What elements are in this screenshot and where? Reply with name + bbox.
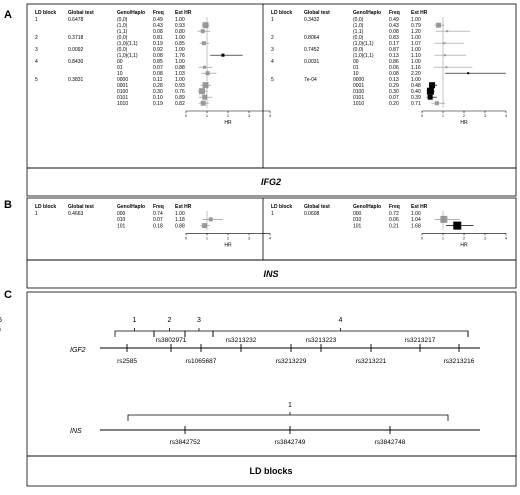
row-freq: 0.07 [153,65,163,71]
row-global-test: 0.8430 [68,59,84,65]
gene-label-ins: INS [263,269,279,279]
row-geno-haplo: (0,0) [117,17,128,23]
row-ld-block: 3 [35,47,38,53]
row-freq: 0.30 [153,89,163,95]
header-geno-haplo: Geno/Haplo [353,10,382,16]
row-geno-haplo: (0,0) [117,35,128,41]
row-est-hr: 1.03 [175,71,185,77]
hr-point-marker [206,71,210,75]
hr-point-marker [202,41,206,45]
row-freq: 0.17 [389,41,399,47]
row-freq: 0.07 [153,217,163,224]
row-geno-haplo: (1,0)(1,1) [117,41,138,47]
hr-axis-tick-label: 4 [269,236,271,241]
snp-label: rs3213221 [355,358,387,365]
hr-axis-tick-label: 0 [185,236,187,241]
hr-axis-tick-label: 4 [269,114,271,118]
row-global-test: 0.8064 [304,35,320,41]
row-est-hr: 1.00 [411,35,421,41]
row-freq: 0.74 [153,211,163,217]
forest-panel-a-right [271,10,507,126]
row-freq: 0.08 [153,29,163,35]
row-est-hr: 0.39 [411,95,421,101]
row-ld-block: 4 [35,59,38,65]
row-est-hr: 1.10 [411,53,421,59]
hr-point-marker [203,22,209,28]
hr-point-marker [444,54,446,56]
ld-block-number: 2 [167,317,172,324]
hr-axis-label: HR [224,242,232,249]
snp-label: rs3842749 [274,439,306,446]
hr-point-marker [203,82,209,88]
ld-block-number [0,317,2,324]
row-ld-block: 5 [35,77,38,83]
row-ld-block: 2 [271,35,274,41]
row-geno-haplo: (1,0)(1,1) [353,53,374,59]
row-est-hr: 1.00 [411,47,421,53]
row-freq: 0.11 [153,77,163,83]
row-geno-haplo: (1,0) [117,23,128,29]
row-geno-haplo: 000 [353,211,362,217]
row-ld-block: 3 [271,47,274,53]
row-geno-haplo: 00 [353,59,359,65]
hr-axis-tick-label: 3 [248,236,250,241]
row-freq: 0.08 [389,29,399,35]
row-ld-block: 1 [271,17,274,23]
row-est-hr: 1.00 [175,59,185,65]
header-geno-haplo: Geno/Haplo [117,204,146,210]
snp-label: rs3213216 [443,358,475,365]
row-est-hr: 0.79 [411,23,421,29]
row-freq: 0.86 [389,59,399,65]
row-freq: 0.43 [153,23,163,29]
ld-block-bracket [185,331,213,337]
header-freq: Freq [389,204,400,210]
snp-label: rs3213217 [404,337,436,344]
row-ld-block: 1 [35,17,38,23]
row-freq: 0.08 [153,71,163,77]
row-est-hr: 1.00 [411,211,421,217]
forest-panel-b-right [271,204,507,248]
snp-label: rs3842752 [169,439,201,446]
snp-label: rs3213223 [305,337,337,344]
gene-name-ins: INS [70,428,82,435]
row-freq: 0.21 [389,223,399,230]
row-freq: 0.29 [389,83,399,89]
row-est-hr: 1.00 [411,17,421,23]
hr-point-marker [201,101,206,106]
row-geno-haplo: 0001 [117,83,129,89]
header-geno-haplo: Geno/Haplo [117,10,146,16]
row-est-hr: 0.88 [175,223,185,230]
row-freq: 0.10 [153,95,163,101]
row-freq: 0.92 [153,47,163,53]
snp-label: rs2585 [117,358,137,365]
header-global-test: Global test [68,204,94,210]
row-global-test: 0.0031 [304,59,320,65]
row-freq: 0.18 [153,223,163,230]
hr-point-marker [209,217,213,221]
row-est-hr: 0.88 [175,65,185,71]
row-est-hr: 0.85 [175,41,185,47]
row-geno-haplo: (1,0)(1,1) [117,53,138,59]
snp-label: rs3213232 [225,337,257,344]
row-freq: 0.06 [389,65,399,71]
hr-axis-tick-label: 3 [484,114,486,118]
row-geno-haplo: 10 [353,71,359,77]
snp-label: rs3842748 [374,439,406,446]
row-global-test: 0.7452 [304,47,320,53]
ld-block-bracket [128,415,448,421]
hr-point-marker [445,66,447,68]
row-global-test: 0.3831 [68,77,84,83]
ld-block-number: 3 [197,317,201,324]
row-geno-haplo: (1,1) [117,29,128,35]
row-geno-haplo: 00 [117,59,123,65]
row-est-hr: 1.18 [175,217,185,224]
hr-point-marker [199,88,205,94]
hr-point-marker [435,101,439,105]
hr-axis-tick-label: 1 [442,236,444,241]
row-geno-haplo: 0101 [117,95,129,101]
hr-point-marker [221,54,224,57]
hr-axis-tick-label: 1 [442,114,444,118]
header-ld-block: LD block [35,204,57,210]
hr-axis-label: HR [224,120,232,126]
row-geno-haplo: (0,0) [353,47,364,53]
row-est-hr: 2.20 [411,71,421,77]
hr-axis-tick-label: 4 [505,236,507,241]
row-est-hr: 1.00 [175,77,185,83]
row-freq: 0.85 [153,59,163,65]
snp-label: rs3802971 [155,337,187,344]
panel-label-b: B [4,199,12,211]
row-geno-haplo: (1,0)(1,1) [353,41,374,47]
row-geno-haplo: 0101 [353,95,365,101]
row-est-hr: 1.00 [411,59,421,65]
panel-label-a: A [4,9,12,21]
row-freq: 0.07 [389,95,399,101]
header-est-hr: Est HR [175,204,192,210]
row-geno-haplo: 01 [117,65,123,71]
row-freq: 0.49 [153,17,163,23]
row-geno-haplo: 010 [353,217,362,224]
hr-point-marker [446,30,448,32]
hr-axis-tick-label: 3 [248,114,250,118]
panel-a-frame [27,4,516,168]
row-freq: 0.43 [389,23,399,29]
forest-panel-b-left [35,204,271,248]
hr-axis-tick-label: 3 [484,236,486,241]
igf2-ld-track [0,317,480,365]
row-ld-block: 1 [271,211,274,217]
row-est-hr: 1.00 [175,35,185,41]
row-est-hr: 1.04 [411,217,421,224]
row-freq: 0.08 [153,53,163,59]
hr-point-marker [436,23,441,28]
row-freq: 0.49 [389,17,399,23]
header-geno-haplo: Geno/Haplo [353,204,382,210]
row-freq: 0.20 [389,101,399,107]
row-geno-haplo: 1010 [117,101,129,107]
row-ld-block: 2 [35,35,38,41]
row-est-hr: 0.71 [411,101,421,107]
row-est-hr: 0.82 [175,101,185,107]
row-est-hr: 1.68 [411,223,421,230]
panel-c-frame [27,292,516,456]
header-est-hr: Est HR [411,204,428,210]
row-global-test: 0.4663 [68,211,84,217]
row-est-hr: 0.40 [411,89,421,95]
row-est-hr: 1.00 [175,17,185,23]
row-freq: 0.28 [153,83,163,89]
row-geno-haplo: 0000 [353,77,365,83]
gene-label-igf2: IFG2 [260,177,282,187]
row-geno-haplo: (1,1) [353,29,364,35]
row-est-hr: 0.76 [175,89,185,95]
row-global-test: 0.0092 [68,47,84,53]
row-freq: 0.83 [389,35,399,41]
row-est-hr: 0.80 [175,29,185,35]
row-geno-haplo: (0,0) [117,47,128,53]
row-est-hr: 0.93 [175,23,185,29]
row-geno-haplo: 0001 [353,83,365,89]
header-freq: Freq [153,204,164,210]
row-est-hr: 1.16 [411,65,421,71]
row-geno-haplo: 0000 [117,77,129,83]
row-geno-haplo: 1010 [353,101,365,107]
header-ld-block: LD block [271,10,293,16]
snp-label: rs1065687 [185,358,217,365]
header-est-hr: Est HR [175,10,192,16]
header-global-test: Global test [304,204,330,210]
ins-ld-track [70,402,480,446]
hr-axis-tick-label: 1 [206,236,208,241]
row-global-test: 0.6478 [68,17,84,23]
hr-point-marker [428,95,433,100]
row-est-hr: 1.76 [175,53,185,59]
snp-label: rs3213229 [275,358,307,365]
hr-axis-label: HR [460,120,468,126]
header-ld-block: LD block [271,204,293,210]
header-freq: Freq [389,10,400,16]
panel-label-c: C [4,289,12,301]
row-geno-haplo: 101 [117,223,126,230]
hr-axis-tick-label: 2 [463,236,465,241]
hr-point-marker [467,72,469,74]
hr-point-marker [429,82,435,88]
row-geno-haplo: 10 [117,71,123,77]
hr-point-marker [201,29,205,33]
row-est-hr: 1.00 [175,211,185,217]
hr-axis-label: HR [460,242,468,249]
row-geno-haplo: 0100 [117,89,129,95]
row-ld-block: 4 [271,59,274,65]
row-freq: 0.13 [389,77,399,83]
row-est-hr: 0.48 [411,83,421,89]
row-ld-block: 1 [35,211,38,217]
forest-panel-a-left [35,10,271,126]
row-freq: 0.19 [153,41,163,47]
row-est-hr: 1.07 [411,41,421,47]
row-geno-haplo: 01 [353,65,359,71]
ld-block-number: 1 [288,402,292,409]
ld-block-number: 4 [338,317,343,324]
row-freq: 0.08 [389,71,399,77]
row-freq: 0.81 [153,35,163,41]
hr-axis-tick-label: 1 [206,114,208,118]
row-freq: 0.30 [389,89,399,95]
row-geno-haplo: 000 [117,211,126,217]
header-ld-block: LD block [35,10,57,16]
row-freq: 0.87 [389,47,399,53]
row-est-hr: 1.00 [411,77,421,83]
row-geno-haplo: 0100 [353,89,365,95]
hr-point-marker [427,88,434,95]
row-freq: 0.06 [389,217,399,224]
hr-point-marker [443,42,445,44]
hr-axis-tick-label: 2 [227,236,229,241]
row-freq: 0.13 [389,53,399,59]
row-freq: 0.72 [389,211,399,217]
hr-axis-tick-label: 0 [185,114,187,118]
row-est-hr: 1.20 [411,29,421,35]
row-ld-block: 5 [271,77,274,83]
row-global-test: 0.3718 [68,35,84,41]
row-global-test: 7e-04 [304,77,317,83]
row-global-test: 0.0608 [304,211,320,217]
hr-axis-tick-label: 0 [421,236,423,241]
row-global-test: 0.3432 [304,17,320,23]
header-est-hr: Est HR [411,10,428,16]
ld-block-number: 1 [132,317,137,324]
row-geno-haplo: 101 [353,223,362,230]
row-freq: 0.19 [153,101,163,107]
row-geno-haplo: (1,0) [353,23,364,29]
row-est-hr: 1.00 [175,47,185,53]
row-est-hr: 0.89 [175,95,185,101]
gene-name-igf2: IGF2 [70,347,86,354]
hr-point-marker [453,222,461,230]
hr-axis-tick-label: 2 [463,114,465,118]
row-geno-haplo: (0,0) [353,35,364,41]
hr-axis-tick-label: 2 [227,114,229,118]
header-global-test: Global test [304,10,330,16]
hr-point-marker [203,66,206,69]
row-est-hr: 0.93 [175,83,185,89]
row-geno-haplo: (0,0) [353,17,364,23]
hr-axis-tick-label: 0 [421,114,423,118]
hr-point-marker [440,216,447,223]
header-global-test: Global test [68,10,94,16]
footer-label: LD blocks [249,466,293,476]
header-freq: Freq [153,10,164,16]
hr-point-marker [202,223,207,228]
hr-axis-tick-label: 4 [505,114,507,118]
row-geno-haplo: 010 [117,217,126,224]
ld-block-bracket [115,331,154,337]
hr-point-marker [202,95,207,100]
